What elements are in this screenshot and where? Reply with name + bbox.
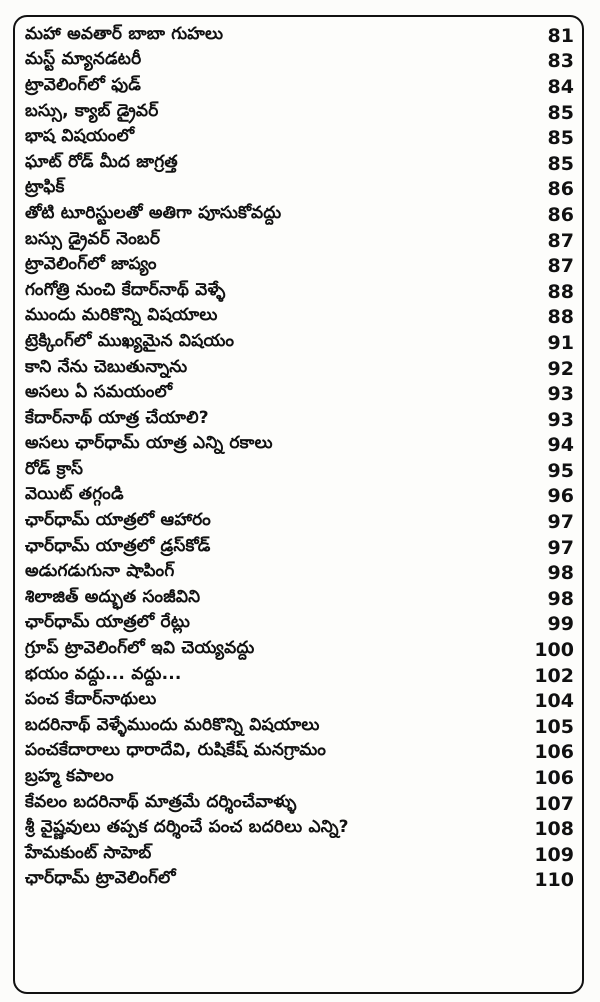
toc-entry-page-number: 85 <box>547 101 574 124</box>
toc-entry <box>15 791 582 817</box>
toc-entry <box>15 586 582 612</box>
toc-entry-title: బ్రహ్మ కపాలం <box>25 766 114 787</box>
toc-entry-title: హేమకుంట్ సాహెబ్ <box>25 842 152 863</box>
toc-entry-page-number: 81 <box>547 24 574 47</box>
toc-entry-page-number: 86 <box>547 178 574 201</box>
toc-entry-page-number: 84 <box>547 75 574 98</box>
toc-entry <box>15 202 582 228</box>
toc-entry-title: మహా అవతార్ బాబా గుహలు <box>25 23 224 44</box>
toc-entry-page-number: 97 <box>547 511 574 534</box>
toc-entry-page-number: 83 <box>547 50 574 73</box>
toc-entry-page-number: 93 <box>547 383 574 406</box>
toc-entry <box>15 151 582 177</box>
toc-entry-page-number: 87 <box>547 255 574 278</box>
toc-entry-title: పంచ కేదార్‌నాథులు <box>25 689 157 710</box>
toc-entry-title: మస్ట్ మ్యానడటరీ <box>25 49 142 70</box>
toc-entry-title: బస్సు డ్రైవర్ నెంబర్ <box>25 228 161 249</box>
toc-entry <box>15 560 582 586</box>
table-of-contents-list <box>15 23 582 893</box>
toc-entry-title: గ్రూప్ ట్రావెలింగ్‌లో ఇవి చెయ్యవద్దు <box>25 638 255 659</box>
toc-entry <box>15 816 582 842</box>
toc-entry-page-number: 96 <box>547 485 574 508</box>
toc-entry <box>15 305 582 331</box>
toc-entry <box>15 407 582 433</box>
toc-entry <box>15 74 582 100</box>
toc-entry-title: ముందు మరికొన్ని విషయాలు <box>25 305 218 326</box>
toc-entry <box>15 535 582 561</box>
toc-entry-title: కేవలం బదరినాథ్ మాత్రమే దర్శించేవాళ్ళు <box>25 791 297 812</box>
toc-entry <box>15 381 582 407</box>
toc-entry-page-number: 110 <box>534 869 574 892</box>
toc-entry-page-number: 87 <box>547 229 574 252</box>
toc-entry-title: భయం వద్దు... వద్దు... <box>25 663 182 684</box>
toc-entry-page-number: 95 <box>547 459 574 482</box>
toc-entry <box>15 612 582 638</box>
toc-entry <box>15 177 582 203</box>
toc-entry <box>15 842 582 868</box>
toc-entry <box>15 228 582 254</box>
toc-entry-page-number: 88 <box>547 306 574 329</box>
toc-entry <box>15 100 582 126</box>
toc-entry-page-number: 108 <box>534 818 574 841</box>
toc-entry-page-number: 102 <box>534 664 574 687</box>
toc-entry <box>15 740 582 766</box>
toc-entry-title: అడుగడుగునా షాపింగ్ <box>25 561 175 582</box>
toc-entry-page-number: 107 <box>534 792 574 815</box>
toc-entry-title: భాష విషయంలో <box>25 126 135 147</box>
toc-entry-title: ఛార్‌ధామ్ యాత్రలో ఆహారం <box>25 510 211 531</box>
toc-entry-title: శిలాజిత్ అద్భుత సంజీవిని <box>25 586 201 607</box>
toc-entry-title: ఛార్‌ధామ్ యాత్రలో రేట్లు <box>25 612 191 633</box>
toc-entry <box>15 688 582 714</box>
toc-entry-title: ఛార్‌ధామ్ యాత్రలో డ్రస్‌కోడ్ <box>25 535 211 556</box>
toc-entry <box>15 23 582 49</box>
toc-entry <box>15 765 582 791</box>
toc-entry-page-number: 91 <box>547 331 574 354</box>
toc-entry-title: అసలు ఛార్‌ధామ్ యాత్ర ఎన్ని రకాలు <box>25 433 273 454</box>
toc-entry-title: ఘాట్ రోడ్ మీద జాగ్రత్త <box>25 151 178 172</box>
toc-entry-page-number: 85 <box>547 127 574 150</box>
toc-entry <box>15 279 582 305</box>
toc-entry-page-number: 94 <box>547 434 574 457</box>
toc-entry-page-number: 100 <box>534 639 574 662</box>
toc-entry-title: ట్రాఫిక్ <box>25 177 65 198</box>
table-of-contents-frame <box>13 15 584 994</box>
toc-entry <box>15 663 582 689</box>
toc-entry-title: ట్రావెలింగ్‌లో ఫుడ్ <box>25 74 142 95</box>
toc-entry-page-number: 88 <box>547 280 574 303</box>
toc-entry-page-number: 109 <box>534 843 574 866</box>
toc-entry <box>15 330 582 356</box>
toc-entry-title: అసలు ఏ సమయంలో <box>25 382 173 403</box>
toc-entry-title: తోటి టూరిస్టులతో అతిగా పూసుకోవద్దు <box>25 202 282 223</box>
toc-entry-page-number: 98 <box>547 562 574 585</box>
toc-entry <box>15 509 582 535</box>
toc-entry-title: బస్సు, క్యాబ్ డ్రైవర్ <box>25 100 159 121</box>
toc-entry <box>15 458 582 484</box>
toc-entry-title: ఛార్‌ధామ్ ట్రావెలింగ్‌లో <box>25 868 176 889</box>
toc-entry-page-number: 105 <box>534 715 574 738</box>
toc-entry-title: వెయిట్ తగ్గండి <box>25 484 124 505</box>
toc-entry <box>15 637 582 663</box>
toc-entry-title: బదరినాథ్ వెళ్ళేముందు మరికొన్ని విషయాలు <box>25 714 320 735</box>
toc-entry <box>15 253 582 279</box>
toc-entry <box>15 356 582 382</box>
toc-entry-page-number: 99 <box>547 613 574 636</box>
toc-entry <box>15 433 582 459</box>
toc-entry-page-number: 106 <box>534 767 574 790</box>
toc-entry-title: శ్రీ వైష్ణవులు తప్పక దర్శించే పంచ బదరిలు ఎన్ని? <box>25 817 349 838</box>
toc-entry <box>15 125 582 151</box>
toc-entry-page-number: 93 <box>547 408 574 431</box>
toc-entry-title: రోడ్ క్రాస్ <box>25 458 84 479</box>
toc-entry <box>15 484 582 510</box>
toc-entry-title: ట్రెక్కింగ్‌లో ముఖ్యమైన విషయం <box>25 330 235 351</box>
toc-entry-title: కేదార్‌నాథ్ యాత్ర చేయాలి? <box>25 407 209 428</box>
toc-entry-title: గంగోత్రి నుంచి కేదార్‌నాథ్ వెళ్ళే <box>25 279 226 300</box>
toc-entry-page-number: 104 <box>534 690 574 713</box>
toc-entry <box>15 714 582 740</box>
toc-entry-page-number: 97 <box>547 536 574 559</box>
toc-entry-page-number: 85 <box>547 152 574 175</box>
toc-entry-title: పంచకేదారాలు ధారాదేవి, రుషికేష్ మనగ్రామం <box>25 740 327 761</box>
toc-entry <box>15 868 582 894</box>
toc-entry-page-number: 86 <box>547 203 574 226</box>
toc-entry <box>15 49 582 75</box>
toc-entry-page-number: 92 <box>547 357 574 380</box>
toc-entry-title: ట్రావెలింగ్‌లో జాప్యం <box>25 254 157 275</box>
toc-entry-title: కాని నేను చెబుతున్నాను <box>25 356 188 377</box>
toc-entry-page-number: 98 <box>547 587 574 610</box>
toc-entry-page-number: 106 <box>534 741 574 764</box>
